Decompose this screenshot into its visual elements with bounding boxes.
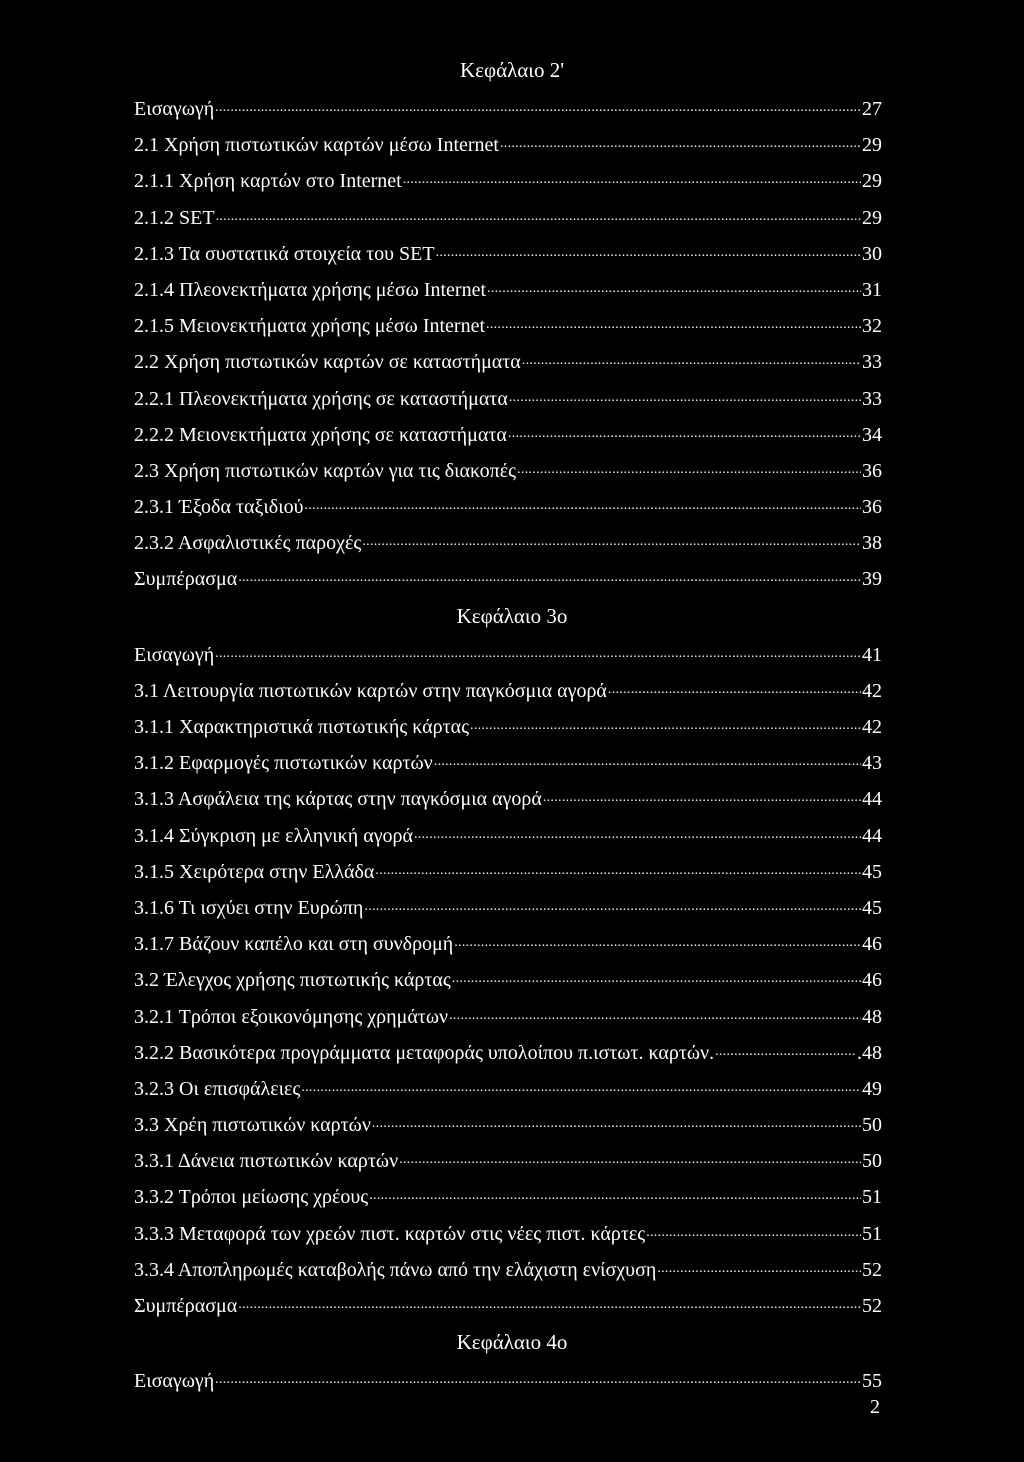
toc-entry-title: 2.1.4 Πλεονεκτήματα χρήσης μέσω Internet	[134, 278, 487, 301]
dot-leader	[500, 131, 861, 151]
toc-entry	[134, 1363, 882, 1399]
toc-entry-title: 2.1 Χρήση πιστωτικών καρτών μέσω Internet	[134, 134, 499, 157]
toc-entry-page: 45	[862, 896, 882, 919]
dot-leader	[715, 1039, 856, 1059]
toc-entry-title: 3.1.2 Εφαρμογές πιστωτικών καρτών	[134, 752, 433, 775]
dot-leader	[452, 966, 861, 986]
chapter-2-entries	[134, 91, 882, 598]
toc-entry-page: 52	[862, 1295, 882, 1317]
dot-leader	[436, 240, 861, 260]
toc-entry-title: 2.3.2 Ασφαλιστικές παροχές	[134, 532, 362, 555]
dot-leader	[646, 1220, 861, 1240]
toc-entry	[134, 489, 882, 525]
toc-entry-title: 3.1.3 Ασφάλεια της κάρτας στην παγκόσμια αγορά	[134, 788, 542, 811]
toc-entry-title: 3.1.5 Χειρότερα στην Ελλάδα	[134, 860, 375, 883]
toc-entry	[134, 1216, 882, 1252]
toc-entry-page: 50	[862, 1114, 882, 1137]
toc-entry-title: 2.1.3 Τα συστατικά στοιχεία του SET	[134, 242, 435, 265]
toc-entry-page: 55	[862, 1370, 882, 1393]
toc-entry-page: 42	[862, 716, 882, 738]
toc-entry-page: 51	[862, 1186, 882, 1209]
dot-leader	[372, 1111, 861, 1131]
toc-entry-title: 2.1.2 SET	[134, 206, 215, 229]
dot-leader	[238, 1292, 861, 1312]
dot-leader	[470, 713, 861, 733]
toc-entry	[134, 1143, 882, 1179]
dot-leader	[414, 822, 861, 842]
toc-entry-page: .48	[857, 1041, 882, 1064]
toc-entry-page: 34	[862, 423, 882, 446]
toc-entry	[134, 709, 882, 745]
chapter-heading: Κεφάλαιο 4ο	[456, 1330, 568, 1355]
toc-entry	[134, 236, 882, 272]
toc-entry	[134, 561, 882, 597]
toc-entry	[134, 781, 882, 817]
toc-entry-title: 3.3 Χρέη πιστωτικών καρτών	[134, 1114, 371, 1137]
chapter-heading: Κεφάλαιο 2'	[460, 58, 564, 82]
toc-entry-page: 36	[862, 496, 882, 519]
toc-entry-title: 2.2.1 Πλεονεκτήματα χρήσης σε καταστήματα	[134, 387, 508, 410]
toc-entry-page: 36	[862, 459, 882, 482]
toc-entry	[134, 163, 882, 199]
toc-entry-title: 3.3.3 Μεταφορά των χρεών πιστ. καρτών στις νέες πιστ. κάρτες	[134, 1222, 646, 1245]
toc-entry-title: 3.1.4 Σύγκριση με ελληνική αγορά	[134, 824, 413, 847]
dot-leader	[487, 276, 861, 296]
toc-entry-title: 3.1.6 Τι ισχύει στην Ευρώπη	[134, 896, 364, 919]
dot-leader	[375, 858, 861, 878]
dot-leader	[238, 565, 861, 585]
chapter-4-entries	[134, 1363, 882, 1399]
toc-entry-page: 45	[862, 860, 882, 883]
dot-leader	[216, 204, 861, 224]
toc-entry-title: 3.2 Έλεγχος χρήσης πιστωτικής κάρτας	[134, 969, 451, 992]
toc-entry	[134, 91, 882, 127]
toc-entry-title: 3.3.2 Τρόποι μείωσης χρέους	[134, 1186, 369, 1209]
toc-entry-page: 51	[862, 1222, 882, 1245]
page-number: 2	[870, 1396, 880, 1418]
toc-entry-page: 39	[862, 568, 882, 591]
toc-entry	[134, 525, 882, 561]
toc-entry	[134, 1288, 882, 1324]
toc-entry	[134, 1107, 882, 1143]
toc-entry-page: 30	[862, 242, 882, 265]
toc-entry	[134, 890, 882, 926]
toc-entry	[134, 637, 882, 673]
toc-entry-page: 49	[862, 1077, 882, 1100]
toc-entry-page: 44	[862, 788, 882, 811]
toc-entry-page: 31	[862, 278, 882, 301]
dot-leader	[486, 312, 861, 332]
chapter-3-entries	[134, 637, 882, 1325]
toc-entry	[134, 745, 882, 781]
toc-entry-page: 33	[862, 351, 882, 374]
toc-entry	[134, 962, 882, 998]
toc-entry	[134, 1179, 882, 1215]
dot-leader	[301, 1075, 861, 1095]
toc-entry	[134, 1071, 882, 1107]
toc-entry-title: 2.1.5 Μειονεκτήματα χρήσης μέσω Internet	[134, 315, 486, 338]
toc-entry-title: 3.1.1 Χαρακτηριστικά πιστωτικής κάρτας	[134, 716, 470, 738]
toc-entry-title: 3.2.1 Τρόποι εξοικονόμησης χρημάτων	[134, 1005, 449, 1028]
toc-entry-page: 27	[862, 98, 882, 120]
toc-entry-page: 43	[862, 752, 882, 775]
toc-entry-title: Εισαγωγή	[134, 98, 215, 120]
dot-leader	[449, 1003, 861, 1023]
toc-entry	[134, 1252, 882, 1288]
toc-entry-title: 3.3.1 Δάνεια πιστωτικών καρτών	[134, 1150, 399, 1173]
dot-leader	[454, 930, 861, 950]
toc-entry-title: 3.3.4 Αποπληρωμές καταβολής πάνω από την ελάχιστη ενίσχυση	[134, 1258, 657, 1281]
dot-leader	[215, 641, 861, 661]
toc-entry-title: 3.2.3 Οι επισφάλειες	[134, 1077, 301, 1100]
dot-leader	[517, 457, 861, 477]
toc-entry-page: 41	[862, 643, 882, 666]
toc-entry	[134, 1035, 882, 1071]
toc-entry	[134, 381, 882, 417]
toc-entry	[134, 308, 882, 344]
toc-entry-title: Συμπέρασμα	[134, 568, 238, 591]
toc-entry-title: 2.2.2 Μειονεκτήματα χρήσης σε καταστήματα	[134, 423, 507, 446]
toc-entry	[134, 818, 882, 854]
toc-entry-title: 3.1 Λειτουργία πιστωτικών καρτών στην παγκόσμια αγορά	[134, 679, 607, 702]
dot-leader	[403, 167, 861, 187]
table-of-contents	[134, 52, 882, 1399]
toc-entry	[134, 673, 882, 709]
toc-entry	[134, 127, 882, 163]
dot-leader	[543, 785, 861, 805]
chapter-heading: Κεφάλαιο 3ο	[456, 603, 568, 628]
toc-entry-page: 52	[862, 1258, 882, 1281]
toc-entry	[134, 200, 882, 236]
toc-entry-page: 33	[862, 387, 882, 410]
toc-entry	[134, 344, 882, 380]
toc-entry	[134, 926, 882, 962]
dot-leader	[508, 421, 861, 441]
toc-entry-title: Εισαγωγή	[134, 1370, 215, 1393]
toc-entry-page: 46	[862, 933, 882, 956]
dot-leader	[657, 1256, 861, 1276]
dot-leader	[608, 677, 861, 697]
toc-entry	[134, 272, 882, 308]
toc-entry-page: 29	[862, 206, 882, 229]
dot-leader	[369, 1183, 861, 1203]
dot-leader	[215, 1367, 861, 1387]
toc-entry-page: 38	[862, 532, 882, 555]
toc-entry	[134, 999, 882, 1035]
dot-leader	[304, 493, 861, 513]
dot-leader	[399, 1147, 861, 1167]
toc-entry-page: 50	[862, 1150, 882, 1173]
toc-entry-title: 3.1.7 Βάζουν καπέλο και στη συνδρομή	[134, 933, 454, 956]
toc-entry-title: 3.2.2 Βασικότερα προγράμματα μεταφοράς υπολοίπου π.ιστωτ. καρτών.	[134, 1041, 715, 1064]
toc-entry-title: 2.1.1 Χρήση καρτών στο Internet	[134, 170, 402, 193]
toc-entry-page: 29	[862, 170, 882, 193]
toc-entry-page: 29	[862, 134, 882, 157]
dot-leader	[362, 529, 861, 549]
toc-entry-title: 2.3.1 Έξοδα ταξιδιού	[134, 496, 304, 519]
toc-entry	[134, 854, 882, 890]
dot-leader	[434, 749, 861, 769]
toc-entry-page: 48	[862, 1005, 882, 1028]
toc-entry-title: 2.2 Χρήση πιστωτικών καρτών σε καταστήματα	[134, 351, 521, 374]
dot-leader	[364, 894, 861, 914]
dot-leader	[522, 348, 861, 368]
toc-entry	[134, 417, 882, 453]
dot-leader	[215, 95, 861, 115]
toc-entry	[134, 453, 882, 489]
dot-leader	[509, 385, 861, 405]
toc-entry-page: 32	[862, 315, 882, 338]
toc-entry-title: Εισαγωγή	[134, 643, 215, 666]
toc-entry-title: Συμπέρασμα	[134, 1295, 238, 1317]
toc-entry-page: 42	[862, 679, 882, 702]
toc-entry-title: 2.3 Χρήση πιστωτικών καρτών για τις διακοπές	[134, 459, 517, 482]
toc-entry-page: 44	[862, 824, 882, 847]
toc-entry-page: 46	[862, 969, 882, 992]
